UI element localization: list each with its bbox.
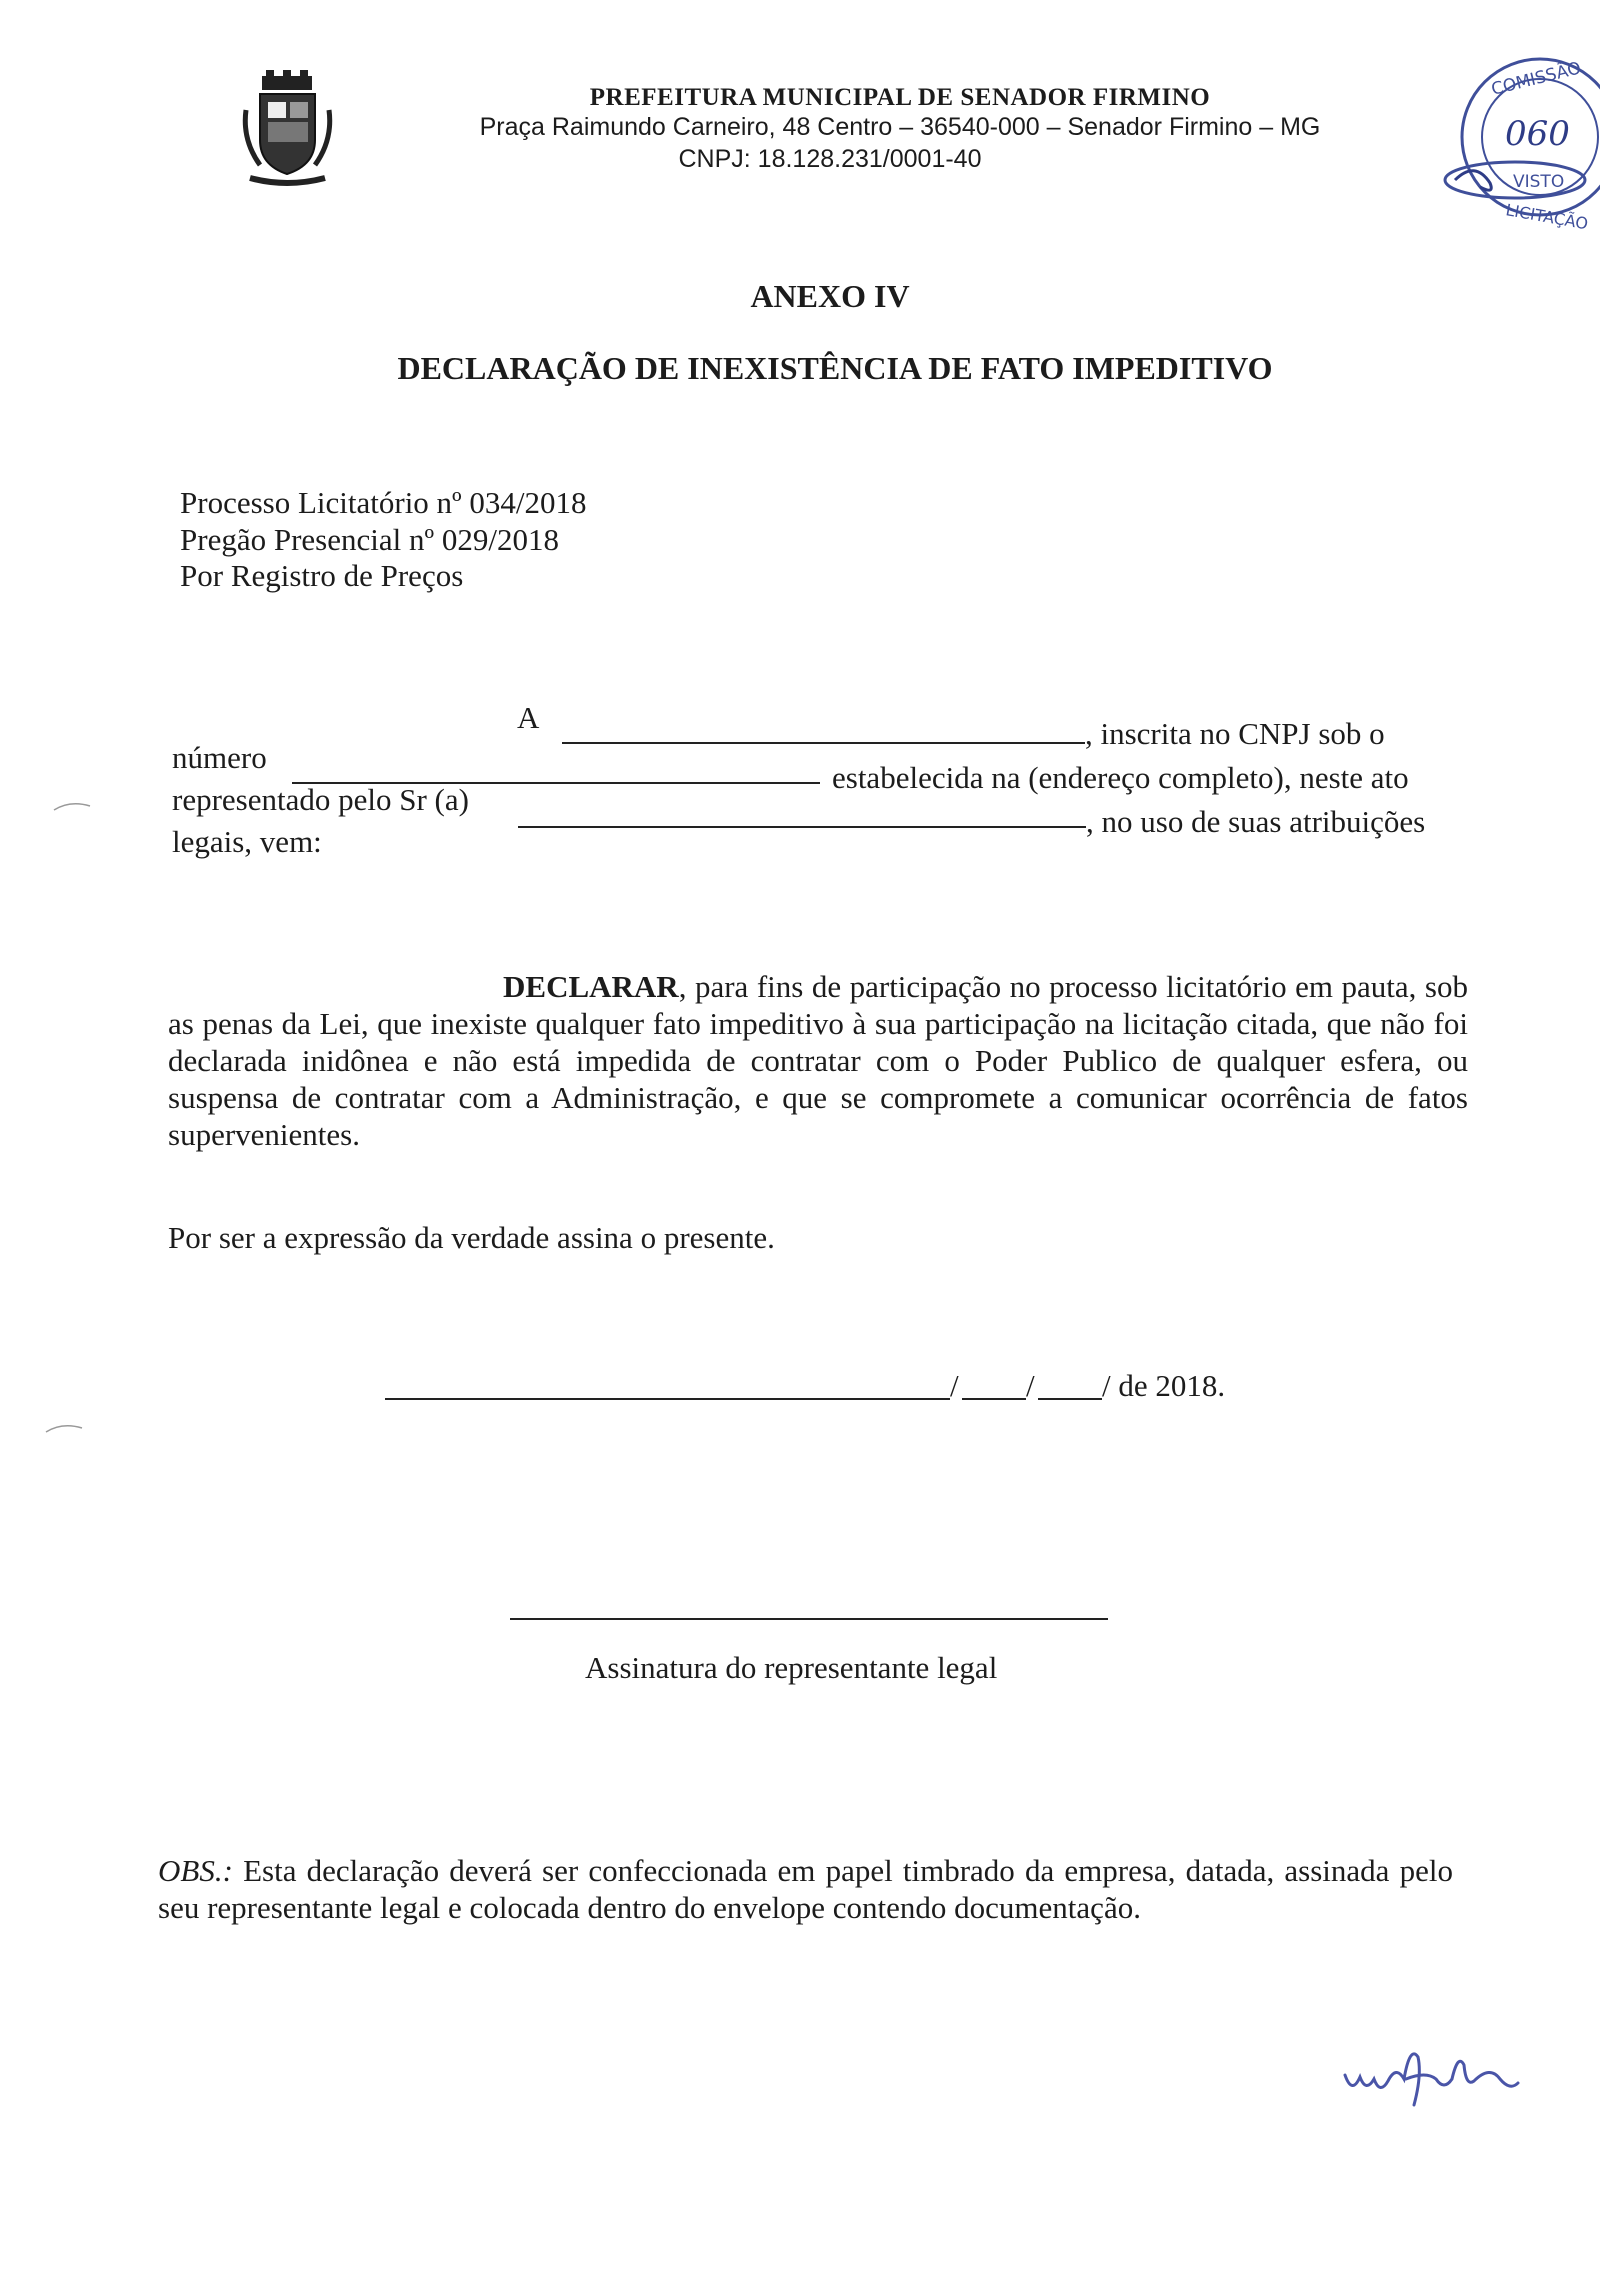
day-blank bbox=[962, 1398, 1026, 1400]
org-cnpj: CNPJ: 18.128.231/0001-40 bbox=[678, 145, 982, 173]
stamp-bottom-text: LICITAÇÃO bbox=[1504, 200, 1590, 234]
truth-statement: Por ser a expressão da verdade assina o presente. bbox=[168, 1220, 775, 1255]
margin-mark bbox=[44, 1422, 84, 1434]
registro-precos: Por Registro de Preços bbox=[180, 558, 464, 593]
company-label-a: A bbox=[517, 700, 540, 735]
stamp-number: 060 bbox=[1505, 114, 1570, 154]
date-slash-2: / bbox=[1026, 1368, 1035, 1403]
signature-label: Assinatura do representante legal bbox=[585, 1650, 998, 1685]
numero-label: número bbox=[172, 740, 267, 775]
date-suffix: / de 2018. bbox=[1102, 1368, 1226, 1403]
margin-mark bbox=[52, 800, 92, 812]
pregao-number: Pregão Presencial nº 029/2018 bbox=[180, 522, 559, 557]
handwritten-initials bbox=[1340, 2035, 1530, 2115]
org-address: Praça Raimundo Carneiro, 48 Centro – 36540-000 – Senador Firmino – MG bbox=[479, 113, 1321, 141]
place-blank bbox=[385, 1398, 950, 1400]
commission-stamp bbox=[1435, 55, 1600, 235]
obs-label: OBS.: bbox=[158, 1853, 233, 1888]
legais-text: legais, vem: bbox=[172, 824, 322, 859]
representative-name-blank bbox=[518, 826, 1086, 828]
month-blank bbox=[1038, 1398, 1102, 1400]
estabelecida-text: estabelecida na (endereço completo), neste ato bbox=[832, 760, 1409, 795]
org-name: PREFEITURA MUNICIPAL DE SENADOR FIRMINO bbox=[589, 84, 1211, 111]
uso-atribuicoes-text: , no uso de suas atribuições bbox=[1086, 804, 1426, 839]
date-slash-1: / bbox=[950, 1368, 959, 1403]
signature-line bbox=[510, 1618, 1108, 1620]
municipal-crest-logo bbox=[240, 70, 335, 188]
cnpj-text: , inscrita no CNPJ sob o bbox=[1085, 716, 1385, 751]
declaration-title: DECLARAÇÃO DE INEXISTÊNCIA DE FATO IMPEDITIVO bbox=[397, 350, 1273, 386]
declaration-paragraph bbox=[168, 968, 1468, 1153]
process-number: Processo Licitatório nº 034/2018 bbox=[180, 485, 587, 520]
stamp-visto: VISTO bbox=[1513, 172, 1565, 192]
declaration-text: , para fins de participação no processo licitatório em pauta, sob as penas da Lei, que inexiste qualquer fato impeditivo à sua participação na licitação citada, que não foi declarada inidônea e não está impedida de contratar com o Poder Publico de qualquer esfera, ou suspensa de contratar com a Administração, e que se compromete a comunicar ocorrência de fatos supervenientes. bbox=[168, 969, 1468, 1152]
company-name-blank bbox=[562, 742, 1085, 744]
representado-label: representado pelo Sr (a) bbox=[172, 782, 469, 817]
obs-text: Esta declaração deverá ser confeccionada em papel timbrado da empresa, datada, assinada pelo seu representante legal e colocada dentro do envelope contendo documentação. bbox=[158, 1853, 1453, 1925]
stamp-top-text: COMISSÃO bbox=[1489, 58, 1584, 100]
annex-title: ANEXO IV bbox=[750, 278, 910, 314]
declarar-word: DECLARAR bbox=[503, 969, 679, 1004]
obs-paragraph bbox=[158, 1852, 1453, 1926]
